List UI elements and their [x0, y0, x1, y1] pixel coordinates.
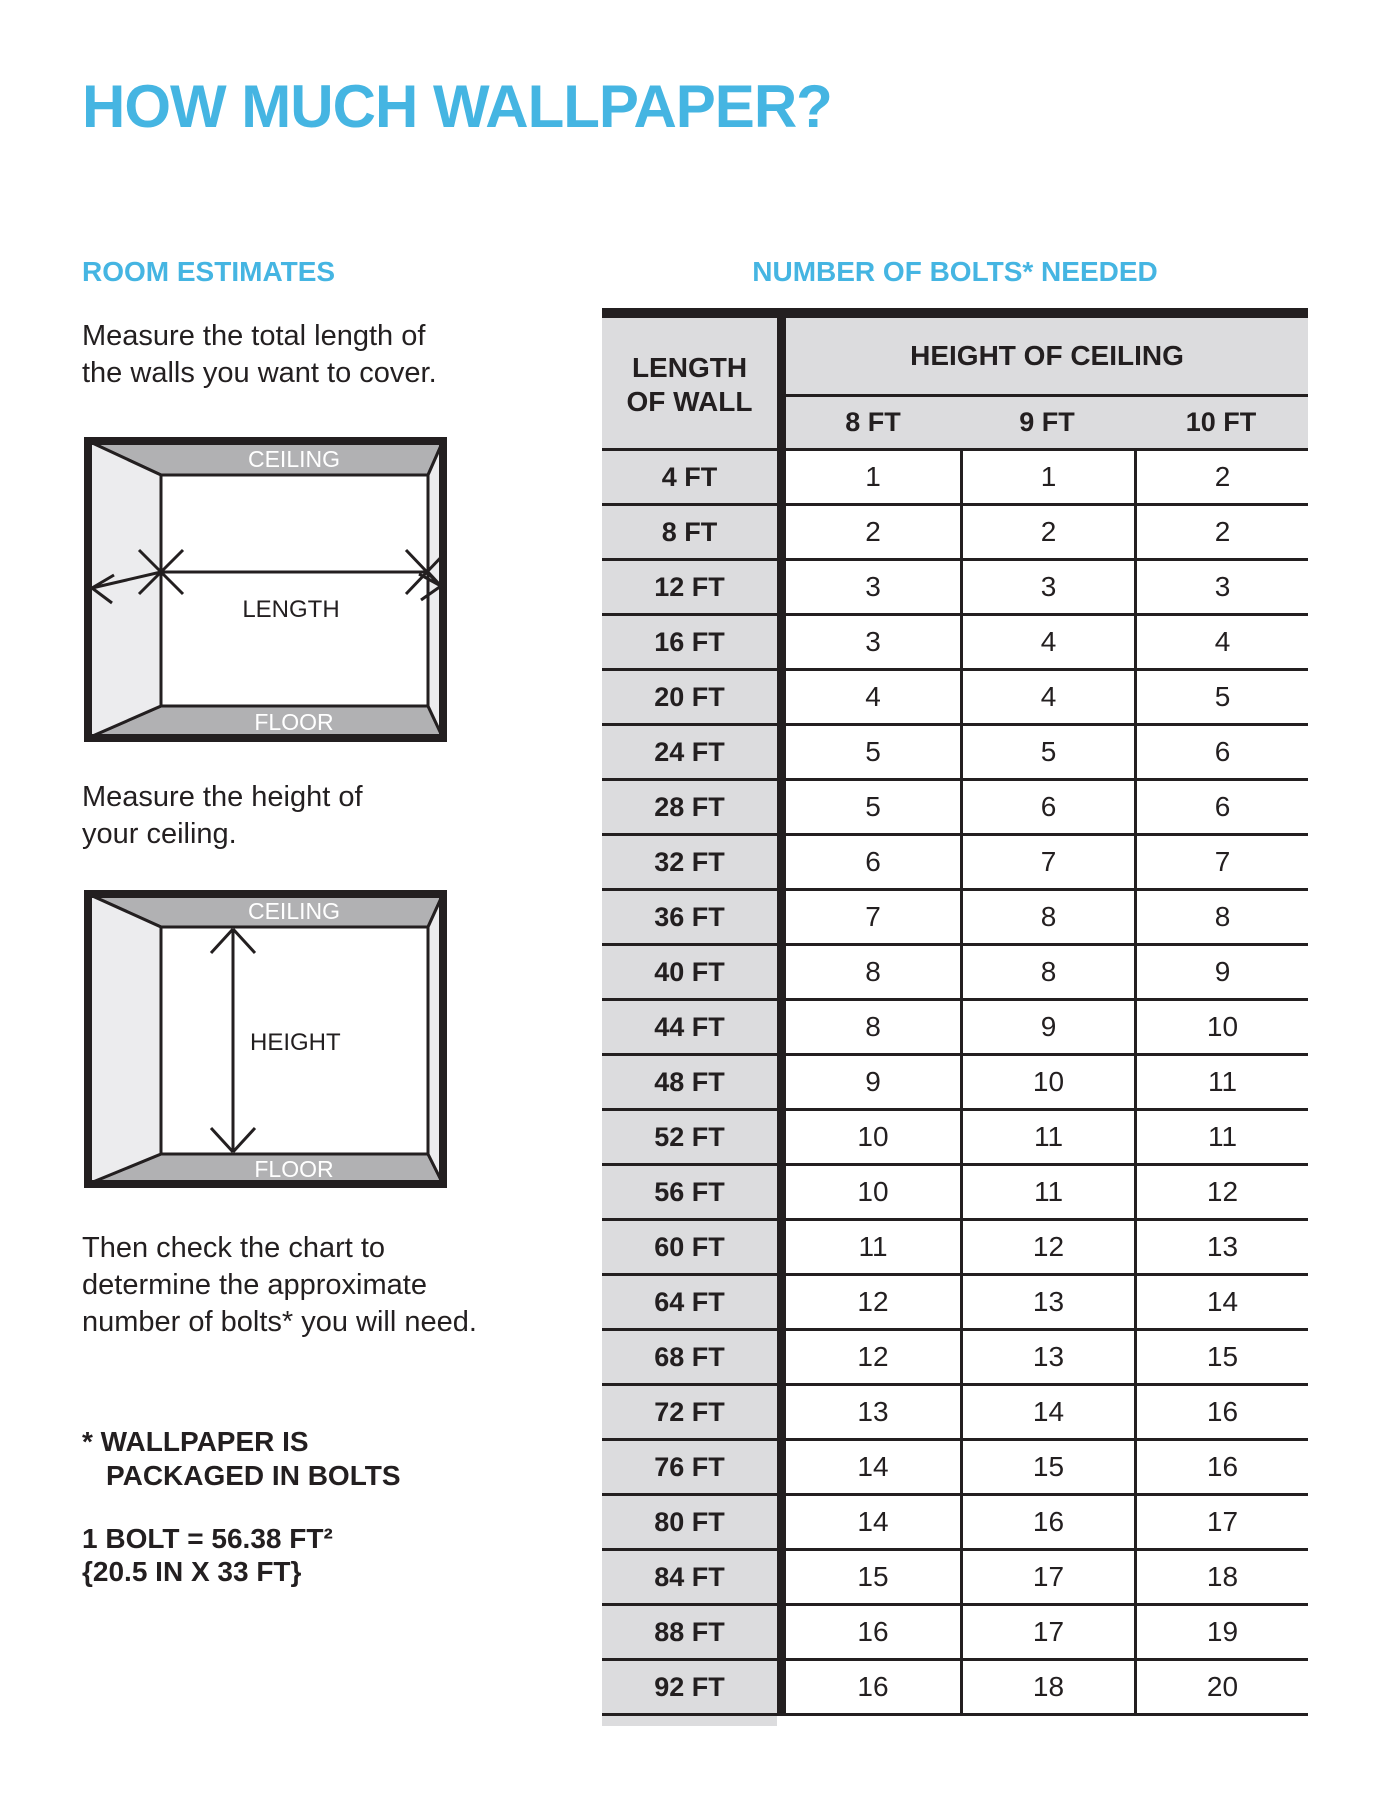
bolt-count-cell-9ft: 18 [960, 1661, 1134, 1716]
table-row [602, 1441, 1308, 1496]
bolt-count-cell-9ft: 4 [960, 671, 1134, 726]
bolt-count-cell-9ft: 1 [960, 451, 1134, 506]
table-row [602, 1551, 1308, 1606]
room-length-diagram [84, 437, 447, 742]
text-line: * WALLPAPER IS [82, 1426, 309, 1457]
label-column-stub [602, 1716, 777, 1726]
table-thick-divider-segment [777, 726, 786, 781]
instruction-step-chart [82, 1230, 477, 1341]
bolt-count-cell-9ft: 4 [960, 616, 1134, 671]
table-thick-divider-segment [777, 1331, 786, 1386]
table-row [602, 616, 1308, 671]
table-row [602, 1221, 1308, 1276]
table-thick-divider-segment [777, 561, 786, 616]
bolt-count-cell-10ft: 7 [1134, 836, 1308, 891]
bolt-count-cell-10ft: 18 [1134, 1551, 1308, 1606]
row-label-cell: 56 FT [602, 1166, 777, 1221]
bolt-count-cell-10ft: 16 [1134, 1441, 1308, 1496]
bolt-count-cell-8ft: 6 [786, 836, 960, 891]
table-thick-divider-segment [777, 451, 786, 506]
bolt-count-cell-10ft: 14 [1134, 1276, 1308, 1331]
bolt-count-cell-8ft: 5 [786, 781, 960, 836]
table-thick-divider-segment [777, 1496, 786, 1551]
col-header-9ft: 9 FT [1019, 407, 1075, 437]
row-label-cell: 64 FT [602, 1276, 777, 1331]
length-label: LENGTH [242, 596, 340, 623]
bolt-count-cell-8ft: 8 [786, 1001, 960, 1056]
bolt-count-cell-9ft: 2 [960, 506, 1134, 561]
table-thick-divider-segment [777, 1276, 786, 1331]
table-thick-divider-segment [777, 946, 786, 1001]
bolt-count-cell-8ft: 3 [786, 616, 960, 671]
bolt-count-cell-8ft: 14 [786, 1441, 960, 1496]
bolt-count-cell-9ft: 7 [960, 836, 1134, 891]
text-line: 1 BOLT = 56.38 FT² [82, 1523, 333, 1554]
table-row [602, 1111, 1308, 1166]
instruction-step-length [82, 318, 437, 392]
bolt-count-cell-8ft: 13 [786, 1386, 960, 1441]
left-wall-face [88, 441, 161, 738]
table-thick-divider-segment [777, 891, 786, 946]
row-label-cell: 80 FT [602, 1496, 777, 1551]
bolt-count-cell-9ft: 12 [960, 1221, 1134, 1276]
bolt-count-cell-10ft: 2 [1134, 451, 1308, 506]
bolt-count-cell-8ft: 3 [786, 561, 960, 616]
row-label-cell: 4 FT [602, 451, 777, 506]
page-title: HOW MUCH WALLPAPER? [82, 73, 832, 140]
col-header-10ft: 10 FT [1185, 407, 1257, 437]
table-row [602, 561, 1308, 616]
table-thick-divider-segment [777, 1441, 786, 1496]
row-label-cell: 72 FT [602, 1386, 777, 1441]
bolt-count-cell-8ft: 7 [786, 891, 960, 946]
text-line: determine the approximate [82, 1269, 427, 1301]
ceiling-label: CEILING [247, 446, 341, 472]
bolt-count-cell-8ft: 10 [786, 1166, 960, 1221]
wallpaper-bolts-footnote [82, 1425, 401, 1493]
table-row [602, 891, 1308, 946]
bolt-count-cell-10ft: 3 [1134, 561, 1308, 616]
bolt-size-spec [82, 1522, 333, 1588]
bolt-count-cell-8ft: 5 [786, 726, 960, 781]
table-thick-divider-segment [777, 1111, 786, 1166]
bolt-count-cell-8ft: 4 [786, 671, 960, 726]
bolt-count-cell-8ft: 16 [786, 1606, 960, 1661]
floor-label: FLOOR [254, 1156, 334, 1182]
row-label-cell: 12 FT [602, 561, 777, 616]
bolt-count-cell-8ft: 11 [786, 1221, 960, 1276]
bolt-count-cell-9ft: 17 [960, 1606, 1134, 1661]
bolt-count-cell-10ft: 16 [1134, 1386, 1308, 1441]
table-row [602, 1166, 1308, 1221]
bolt-count-cell-8ft: 12 [786, 1331, 960, 1386]
text-line: the walls you want to cover. [82, 357, 437, 389]
bolt-count-cell-9ft: 6 [960, 781, 1134, 836]
row-label-cell: 52 FT [602, 1111, 777, 1166]
table-body [602, 451, 1308, 1716]
room-height-diagram [84, 890, 447, 1188]
back-wall-face [161, 475, 428, 706]
table-thick-divider-segment [777, 1166, 786, 1221]
text-line: Measure the height of [82, 781, 363, 813]
row-label-cell: 48 FT [602, 1056, 777, 1111]
bolt-count-cell-10ft: 15 [1134, 1331, 1308, 1386]
table-thick-divider-segment [777, 506, 786, 561]
table-thick-divider-segment [777, 781, 786, 836]
row-label-cell: 44 FT [602, 1001, 777, 1056]
bolt-count-cell-10ft: 17 [1134, 1496, 1308, 1551]
length-of-wall-header [602, 318, 777, 451]
row-label-cell: 68 FT [602, 1331, 777, 1386]
text-line: LENGTH [631, 351, 748, 383]
table-row [602, 506, 1308, 561]
bolt-count-cell-10ft: 11 [1134, 1056, 1308, 1111]
floor-label: FLOOR [254, 709, 334, 735]
bolt-count-cell-10ft: 8 [1134, 891, 1308, 946]
bolt-count-cell-10ft: 5 [1134, 671, 1308, 726]
row-label-cell: 60 FT [602, 1221, 777, 1276]
bolt-count-cell-9ft: 3 [960, 561, 1134, 616]
bolt-count-cell-9ft: 11 [960, 1111, 1134, 1166]
bolt-count-cell-10ft: 6 [1134, 726, 1308, 781]
left-wall-face [88, 894, 161, 1184]
bolt-count-cell-10ft: 9 [1134, 946, 1308, 1001]
text-line: PACKAGED IN BOLTS [106, 1460, 401, 1491]
table-row [602, 1276, 1308, 1331]
table-row [602, 1331, 1308, 1386]
table-thick-divider-segment [777, 1056, 786, 1111]
row-label-cell: 20 FT [602, 671, 777, 726]
table-thick-divider-segment [777, 1221, 786, 1276]
table-row [602, 1001, 1308, 1056]
table-thick-divider-segment [777, 1386, 786, 1441]
row-label-cell: 76 FT [602, 1441, 777, 1496]
bolts-table [602, 308, 1308, 1726]
bolt-count-cell-10ft: 4 [1134, 616, 1308, 671]
text-line: Then check the chart to [82, 1232, 386, 1264]
table-thick-divider-segment [777, 1661, 786, 1716]
bolt-count-cell-8ft: 8 [786, 946, 960, 1001]
table-row [602, 726, 1308, 781]
bolt-count-cell-9ft: 5 [960, 726, 1134, 781]
text-line: number of bolts* you will need. [82, 1306, 477, 1338]
table-thick-divider-segment [777, 1606, 786, 1661]
bolt-count-cell-9ft: 15 [960, 1441, 1134, 1496]
bolt-count-cell-9ft: 8 [960, 891, 1134, 946]
instruction-step-height [82, 779, 363, 853]
bolt-count-cell-8ft: 15 [786, 1551, 960, 1606]
table-top-bar [602, 308, 1308, 318]
row-label-cell: 16 FT [602, 616, 777, 671]
table-thick-divider-segment [777, 616, 786, 671]
bolt-count-cell-10ft: 11 [1134, 1111, 1308, 1166]
row-label-cell: 40 FT [602, 946, 777, 1001]
bolt-count-cell-9ft: 13 [960, 1331, 1134, 1386]
bolt-count-cell-10ft: 10 [1134, 1001, 1308, 1056]
bolt-count-cell-8ft: 16 [786, 1661, 960, 1716]
table-row [602, 1661, 1308, 1716]
bolt-count-cell-9ft: 11 [960, 1166, 1134, 1221]
bolt-count-cell-10ft: 6 [1134, 781, 1308, 836]
table-row [602, 836, 1308, 891]
row-label-cell: 92 FT [602, 1661, 777, 1716]
table-row [602, 781, 1308, 836]
bolt-count-cell-10ft: 2 [1134, 506, 1308, 561]
table-thick-divider-segment [777, 1001, 786, 1056]
bolts-needed-heading: NUMBER OF BOLTS* NEEDED [752, 256, 1158, 287]
bolt-count-cell-8ft: 2 [786, 506, 960, 561]
text-line: your ceiling. [82, 818, 237, 850]
row-label-cell: 32 FT [602, 836, 777, 891]
col-header-8ft: 8 FT [845, 407, 901, 437]
bolt-count-cell-9ft: 14 [960, 1386, 1134, 1441]
row-label-cell: 8 FT [602, 506, 777, 561]
bolt-count-cell-8ft: 9 [786, 1056, 960, 1111]
bolt-count-cell-8ft: 12 [786, 1276, 960, 1331]
row-label-cell: 28 FT [602, 781, 777, 836]
ceiling-height-subheaders [786, 397, 1308, 448]
bolt-count-cell-9ft: 16 [960, 1496, 1134, 1551]
text-line: {20.5 IN X 33 FT} [82, 1556, 302, 1587]
table-row [602, 1056, 1308, 1111]
row-label-cell: 84 FT [602, 1551, 777, 1606]
table-row [602, 946, 1308, 1001]
ceiling-label: CEILING [247, 898, 341, 924]
row-label-cell: 36 FT [602, 891, 777, 946]
bolt-count-cell-10ft: 19 [1134, 1606, 1308, 1661]
bolt-count-cell-8ft: 1 [786, 451, 960, 506]
table-thick-divider-segment [777, 671, 786, 726]
bolt-count-cell-9ft: 8 [960, 946, 1134, 1001]
bolt-count-cell-8ft: 14 [786, 1496, 960, 1551]
table-row [602, 1386, 1308, 1441]
text-line: OF WALL [626, 385, 753, 417]
text-line: Measure the total length of [82, 320, 426, 352]
table-row [602, 451, 1308, 506]
bolt-count-cell-9ft: 13 [960, 1276, 1134, 1331]
bolt-count-cell-9ft: 17 [960, 1551, 1134, 1606]
bolt-count-cell-9ft: 9 [960, 1001, 1134, 1056]
bolt-count-cell-10ft: 20 [1134, 1661, 1308, 1716]
row-label-cell: 88 FT [602, 1606, 777, 1661]
room-estimates-heading: ROOM ESTIMATES [82, 256, 336, 287]
table-thick-divider-segment [777, 836, 786, 891]
bolt-count-cell-8ft: 10 [786, 1111, 960, 1166]
table-row [602, 671, 1308, 726]
height-of-ceiling-header: HEIGHT OF CEILING [786, 318, 1308, 394]
bolt-count-cell-10ft: 13 [1134, 1221, 1308, 1276]
table-row [602, 1496, 1308, 1551]
bolt-count-cell-9ft: 10 [960, 1056, 1134, 1111]
bolt-count-cell-10ft: 12 [1134, 1166, 1308, 1221]
row-label-cell: 24 FT [602, 726, 777, 781]
table-row [602, 1606, 1308, 1661]
table-thick-divider-segment [777, 1551, 786, 1606]
height-label: HEIGHT [250, 1029, 341, 1056]
